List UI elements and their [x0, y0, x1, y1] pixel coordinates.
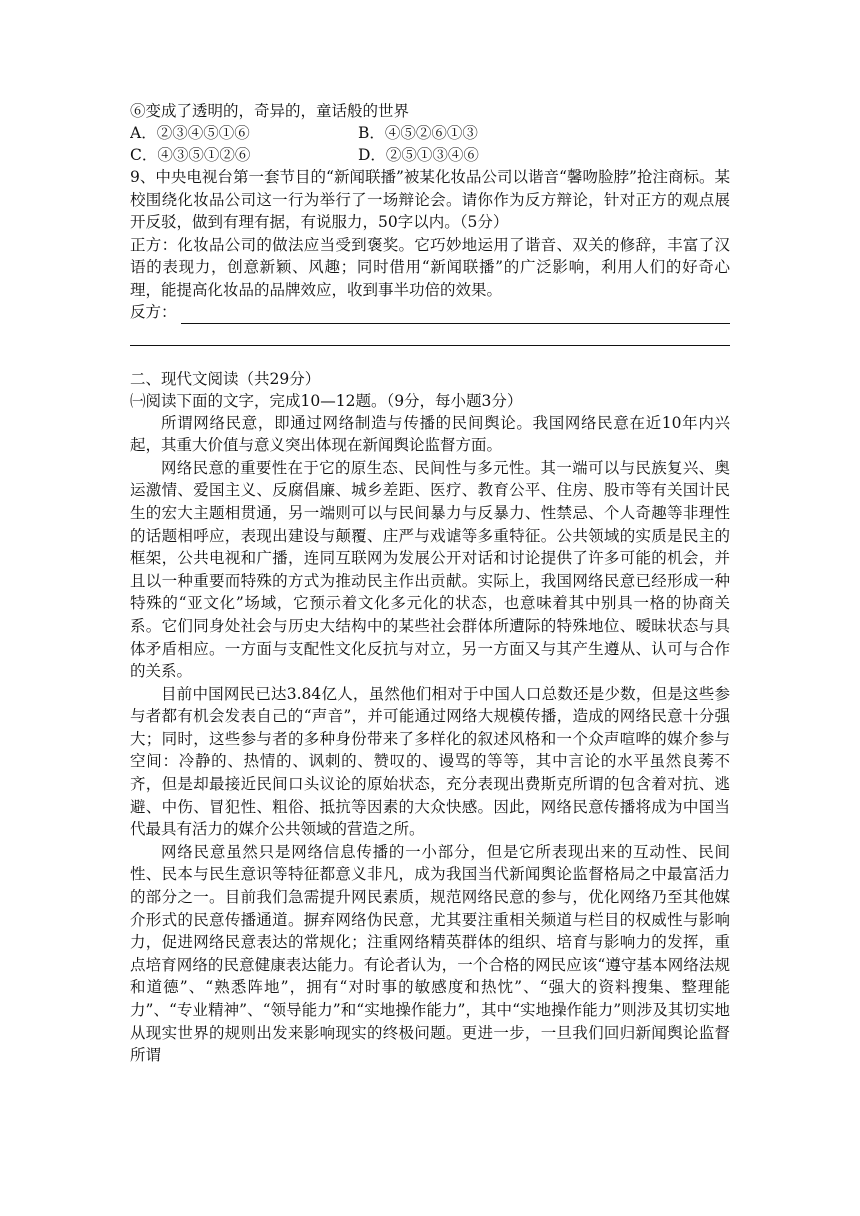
- option-c: C．④③⑤①②⑥: [130, 146, 251, 164]
- exam-page: [130, 100, 730, 1067]
- paragraph-1: 所谓网络民意，即通过网络制造与传播的民间舆论。我国网络民意在近10年内兴起，其重大价值与意义突出体现在新闻舆论监督方面。: [130, 413, 730, 455]
- paragraph-4: 网络民意虽然只是网络信息传播的一小部分，但是它所表现出来的互动性、民间性、民本与民生意识等特征都意义非凡，成为我国当代新闻舆论监督格局之中最富活力的部分之一。目前我们急需提升网民素质，规范网络民意的参与，优化网络乃至其他媒介形式的民意传播通道。摒弃网络伪民意，尤其要注重相关频道与栏目的权威性与影响力，促进网络民意表达的常规化；注重网络精英群体的组织、培育与影响力的发挥，重点培育网络的民意健康表达能力。有论者认为，一个合格的网民应该“遵守基本网络法规和道德”、“熟悉阵地”，拥有“对时事的敏感度和热忱”、“强大的资料搜集、整理能力”、“专业精神”、“领导能力”和“实地操作能力”，其中“实地操作能力”则涉及其切实地从现实世界的规则出发来影响现实的终极问题。更进一步，一旦我们回归新闻舆论监督所谓: [130, 842, 730, 1065]
- q8-item-6: ⑥变成了透明的，奇异的，童话般的世界: [130, 102, 410, 120]
- q8-options-row-1: [130, 122, 730, 144]
- section-heading: 二、现代文阅读（共29分）: [130, 369, 321, 388]
- q9-question: 9、中央电视台第一套节目的“新闻联播”被某化妆品公司以谐音“馨吻脸脖”抢注商标。某校围绕化妆品公司这一行为举行了一场辩论会。请你作为反方辩论，针对正方的观点展开反驳，做到有理有据，有说服力，50字以内。（5分）: [130, 168, 730, 232]
- answer-underline: [181, 307, 730, 324]
- paragraph-2: 网络民意的重要性在于它的原生态、民间性与多元性。其一端可以与民族复兴、奥运激情、爱国主义、反腐倡廉、城乡差距、医疗、教育公平、住房、股市等有关国计民生的宏大主题相贯通，另一端则可以与民间暴力与反暴力、性禁忌、个人奇趣等非理性的话题相呼应，表现出建设与颠覆、庄严与戏谑等多重特征。公共领域的实质是民主的框架，公共电视和广播，连同互联网为发展公开对话和讨论提供了许多可能的机会，并且以一种重要而特殊的方式为推动民主作出贡献。实际上，我国网络民意已经形成一种特殊的“亚文化”场域，它预示着文化多元化的状态，也意味着其中别具一格的协商关系。它们同身处社会与历史大结构中的某些社会群体所遭际的特殊地位、暧昧状态与具体矛盾相应。一方面与支配性文化反抗与对立，另一方面又与其产生遵从、认可与合作的关系。: [130, 458, 730, 681]
- q9-pro-argument: 正方：化妆品公司的做法应当受到褒奖。它巧妙地运用了谐音、双关的修辞，丰富了汉语的表现力，创意新颖、风趣；同时借用“新闻联播”的广泛影响，利用人们的好奇心理，能提高化妆品的品牌效应，收到事半功倍的效果。: [130, 235, 730, 299]
- option-b: B．④⑤②⑥①③: [358, 124, 478, 142]
- q9-answer-line[interactable]: [130, 302, 730, 324]
- reading-instructions: ㈠阅读下面的文字，完成10—12题。（9分，每小题3分）: [130, 391, 523, 410]
- q8-options-row-2: [130, 144, 730, 166]
- paragraph-3: 目前中国网民已达3.84亿人，虽然他们相对于中国人口总数还是少数，但是这些参与者都有机会发表自己的“声音”，并可能通过网络大规模传播，造成的网络民意十分强大；同时，这些参与者的多种身份带来了多样化的叙述风格和一个众声喧哗的媒介参与空间：冷静的、热情的、讽刺的、赞叹的、谩骂的等等，其中言论的水平虽然良莠不齐，但是却最接近民间口头议论的原始状态，充分表现出费斯克所谓的包含着对抗、逃避、中伤、冒犯性、粗俗、抵抗等因素的大众快感。因此，网络民意传播将成为中国当代最具有活力的媒介公共领域的营造之所。: [130, 684, 730, 839]
- option-d: D．②⑤①③④⑥: [358, 146, 479, 164]
- option-a: A．②③④⑤①⑥: [130, 124, 250, 142]
- q9-con-label: 反方：: [130, 302, 177, 321]
- answer-underline-2[interactable]: [130, 324, 730, 346]
